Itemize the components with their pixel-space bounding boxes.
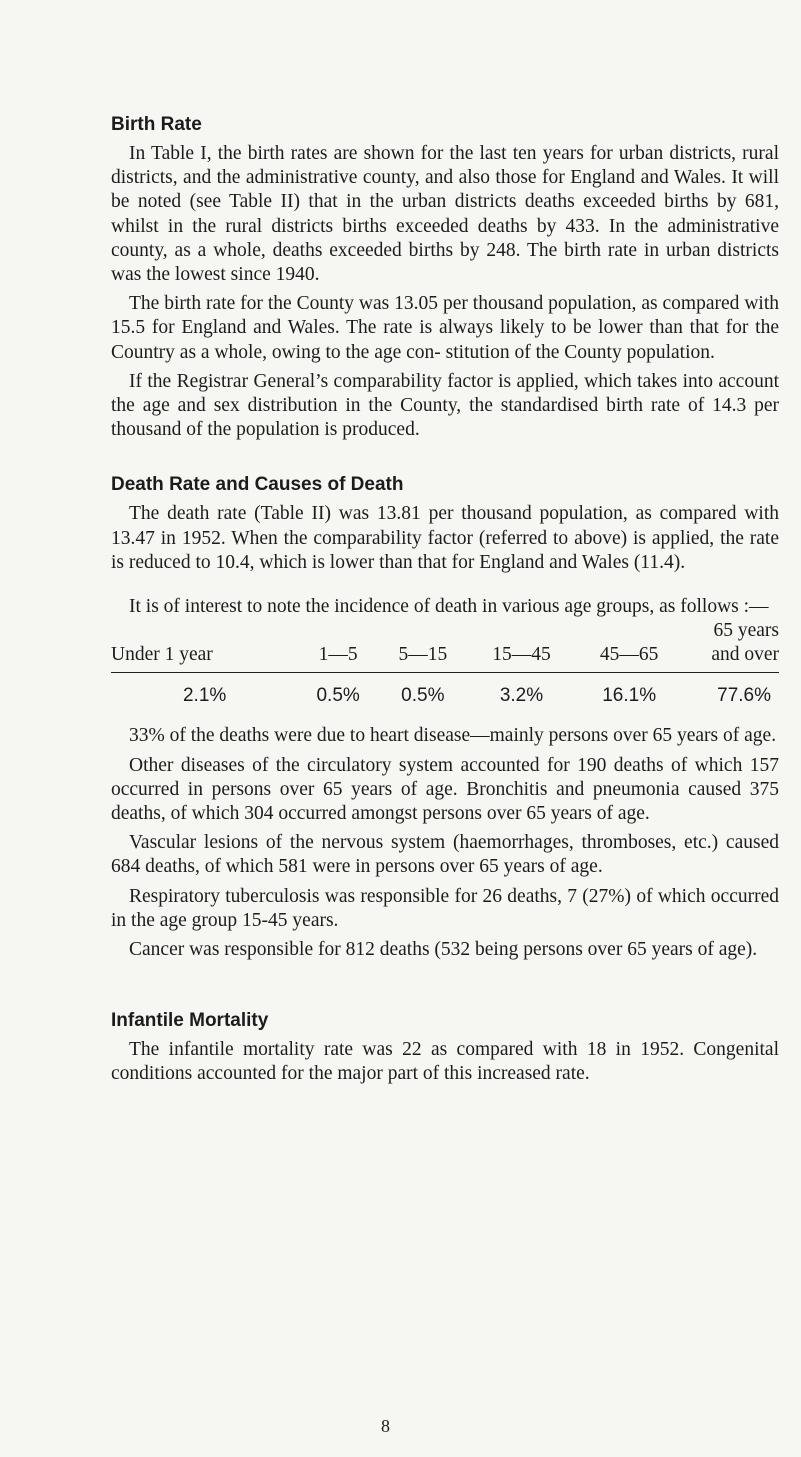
birth-rate-section [111,112,779,442]
table-cell: 77.6% [717,685,771,707]
table-header-row [111,619,779,673]
section-heading-death-rate: Death Rate and Causes of Death [111,474,404,496]
paragraph: In Table I, the birth rates are shown for the last ten years for urban districts, rural districts, and the administrative county, and also those for England and Wales. It will be noted (see Table II) that in the urban districts deaths exceeded births by 681, whilst in the rural districts births exceeded deaths by 433. In the administrative county, as a whole, deaths exceeded births by 248. The birth rate in urban districts was the lowest since 1940. [111,143,779,286]
column-header: 15—45 [468,619,576,673]
document-page [111,112,779,1117]
paragraph: Respiratory tuberculosis was responsible for 26 deaths, 7 (27%) of which occurred in the age group 15-45 years. [111,885,779,931]
paragraph: The death rate (Table II) was 13.81 per thousand population, as compared with 13.47 in 1952. When the comparability factor (referred to above) is applied, the rate is reduced to 10.4, which is lower than that for England and Wales (11.4). [111,503,779,573]
section-heading-birth-rate: Birth Rate [111,114,202,135]
paragraph: Vascular lesions of the nervous system (haemorrhages, thromboses, etc.) caused 684 deaths, of which 581 were in persons over 65 years of age. [111,832,779,878]
table-cell: 0.5% [401,685,445,707]
page-number: 8 [381,1416,390,1436]
column-header: 45—65 [575,619,683,673]
paragraph: 33% of the deaths were due to heart disease—mainly persons over 65 years of age. [129,725,777,747]
age-group-table [111,619,779,714]
column-header: Under 1 year [111,619,298,673]
table-cell: 0.5% [316,685,360,707]
table-row [111,673,779,715]
column-header: 1—5 [298,619,378,673]
paragraph: Other diseases of the circulatory system accounted for 190 deaths of which 157 occurred in persons over 65 years of age. Bronchitis and pneumonia caused 375 deaths, of which 304 occurred amongst persons over 65 years of age. [111,754,779,825]
paragraph: If the Registrar General’s comparability factor is applied, which takes into account the age and sex distribution in the County, the standardised birth rate of 14.3 per thousand of the population is produced. [111,370,779,441]
infantile-mortality-section [111,1008,779,1086]
table-intro: It is of interest to note the incidence of death in various age groups, as follows :— [129,596,769,618]
paragraph: The infantile mortality rate was 22 as compared with 18 in 1952. Congenital conditions accounted for the major part of this increased rate. [111,1039,779,1085]
death-rate-section [111,472,779,962]
table-cell: 3.2% [499,685,544,707]
table-cell: 16.1% [602,685,657,707]
column-header: 65 years and over [683,619,779,673]
section-heading-infantile-mortality: Infantile Mortality [111,1010,269,1032]
paragraph: The birth rate for the County was 13.05 per thousand population, as compared with 15.5 for England and Wales. The rate is always likely to be lower than that for the Country as a whole, owing to the age con- stitution of the County population. [111,293,779,363]
table-cell: 2.1% [182,685,227,707]
paragraph: Cancer was responsible for 812 deaths (532 being persons over 65 years of age). [129,939,758,961]
column-header: 5—15 [378,619,468,673]
